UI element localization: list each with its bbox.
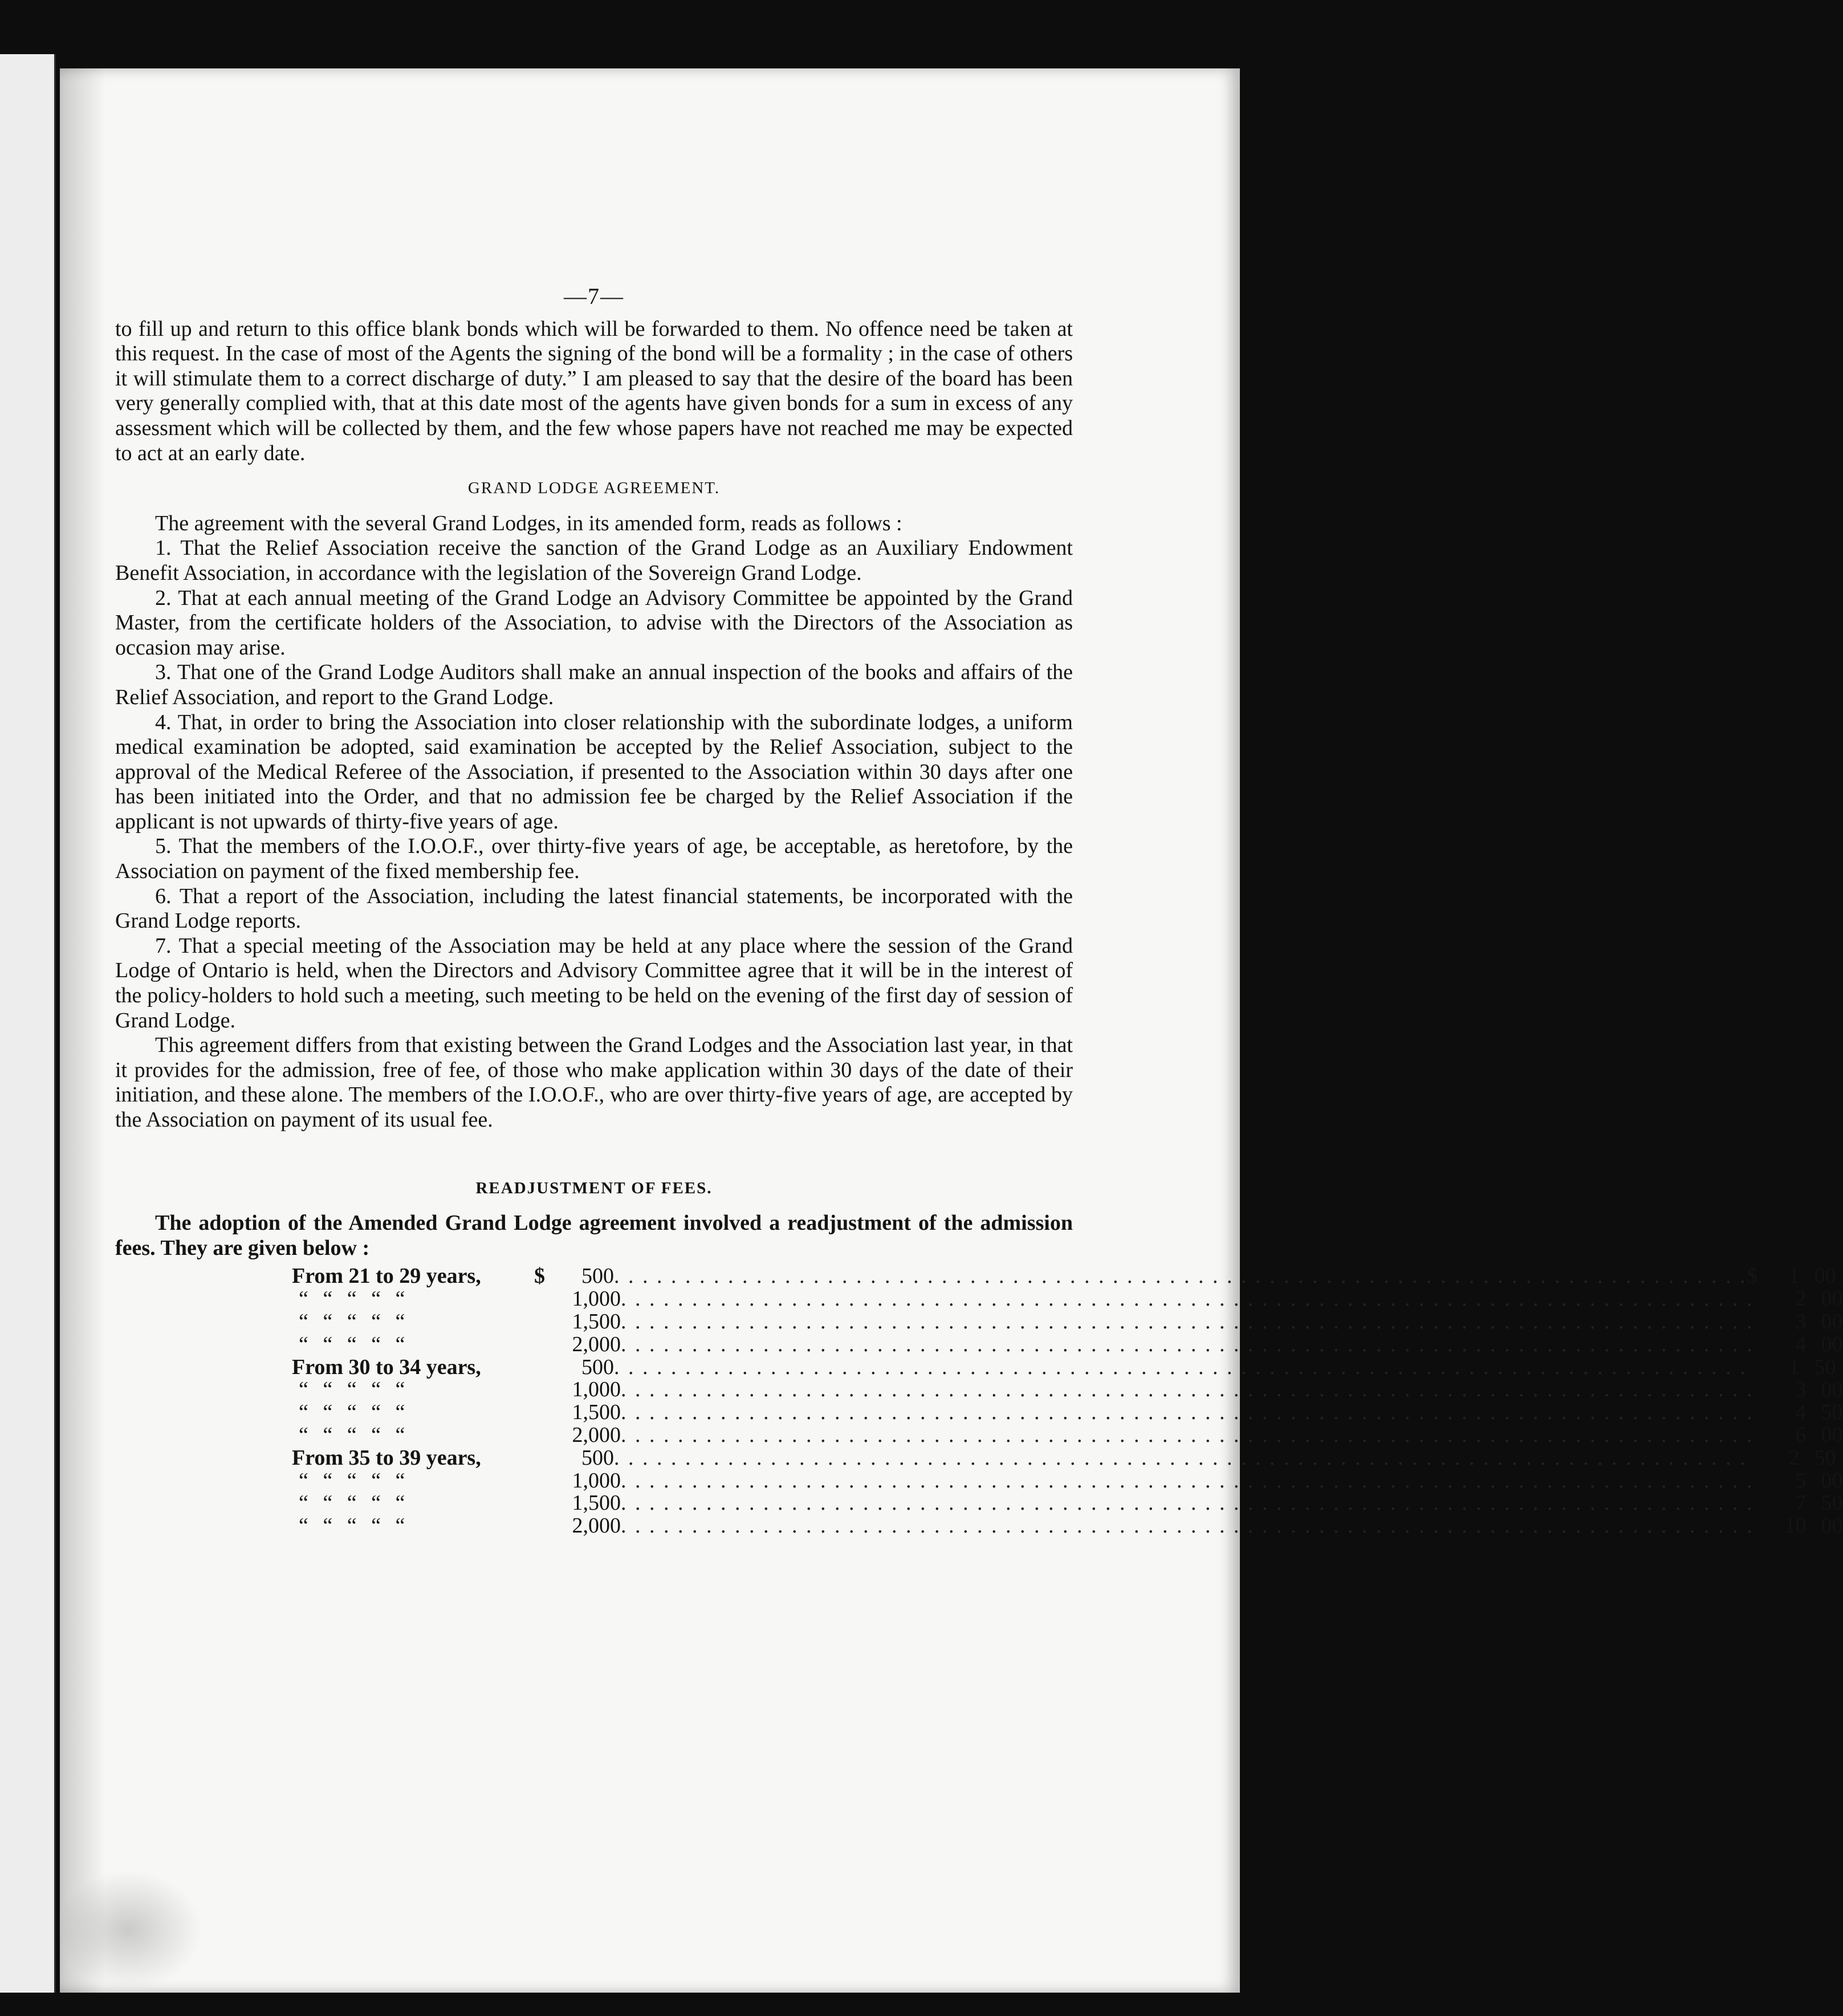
fee-dollars: 1: [1788, 1355, 1800, 1379]
section-heading-grand-lodge-agreement: GRAND LODGE AGREEMENT.: [467, 479, 721, 498]
fee-policy-amount: 500: [581, 1355, 614, 1379]
fee-age-label: From 21 to 29 years,: [292, 1264, 481, 1289]
fee-dollars: 4: [1795, 1400, 1807, 1425]
page-text: [115, 283, 1843, 1538]
fee-row: [292, 1445, 1836, 1470]
fee-row: [292, 1514, 1843, 1538]
fee-age-label: “ “ “ “ “: [299, 1422, 410, 1447]
fee-leader-dots: . . . . . . . . . . . . . . . . . . . . . . . . . . . . . . . . . . . . . . . . . . . . . . . . . . . . . . . . . . . . . . . . . . . . . . . . . . . . . . . .: [621, 1287, 1754, 1311]
fee-policy-amount: 2,000: [572, 1514, 621, 1538]
fee-dollars: 3: [1795, 1377, 1807, 1402]
fee-cents: 50: [1814, 1355, 1836, 1379]
fee-age-label: From 35 to 39 years,: [292, 1445, 481, 1470]
fee-dollars: 4: [1795, 1332, 1807, 1356]
agreement-closing: This agreement differs from that existing between the Grand Lodges and the Association last year, in that it provides for the admission, free of fee, of those who make application within 30 days of the date of their initiation, and these alone. The members of the I.O.O.F., who are over thirty-five years of age, are accepted by the Association on payment of its usual fee.: [115, 1033, 1073, 1132]
fee-cents: 00: [1814, 1264, 1836, 1289]
fee-age-label: “ “ “ “ “: [299, 1514, 410, 1538]
page-smudge: [54, 1870, 202, 1990]
fee-leader-dots: . . . . . . . . . . . . . . . . . . . . . . . . . . . . . . . . . . . . . . . . . . . . . . . . . . . . . . . . . . . . . . . . . . . . . . . . . . . . . . . .: [621, 1422, 1754, 1447]
fee-leader-dots: . . . . . . . . . . . . . . . . . . . . . . . . . . . . . . . . . . . . . . . . . . . . . . . . . . . . . . . . . . . . . . . . . . . . . . . . . . . . . . . .: [621, 1400, 1754, 1425]
fee-cents: 00: [1821, 1377, 1843, 1402]
section-heading-readjustment: READJUSTMENT OF FEES.: [475, 1178, 713, 1197]
fee-age-label: “ “ “ “ “: [299, 1332, 410, 1356]
fee-leader-dots: . . . . . . . . . . . . . . . . . . . . . . . . . . . . . . . . . . . . . . . . . . . . . . . . . . . . . . . . . . . . . . . . . . . . . . . . . . . . . . . .: [621, 1332, 1754, 1356]
fee-age-label: “ “ “ “ “: [299, 1287, 410, 1311]
fee-dollars: 10: [1784, 1514, 1807, 1538]
agreement-intro: The agreement with the several Grand Lodges, in its amended form, reads as follows :: [155, 511, 902, 535]
fee-policy-amount: 500: [581, 1264, 614, 1289]
fee-cents: 50: [1821, 1491, 1843, 1515]
fee-leader-dots: . . . . . . . . . . . . . . . . . . . . . . . . . . . . . . . . . . . . . . . . . . . . . . . . . . . . . . . . . . . . . . . . . . . . . . . . . . . . . . . .: [621, 1377, 1754, 1402]
fee-policy-amount: 500: [581, 1445, 614, 1470]
fee-row: [292, 1332, 1843, 1356]
fee-age-label: “ “ “ “ “: [299, 1400, 410, 1425]
fee-row: [292, 1377, 1843, 1402]
fee-row: [292, 1422, 1843, 1447]
fee-age-label: “ “ “ “ “: [299, 1377, 410, 1402]
fee-cents: 00: [1821, 1309, 1843, 1334]
fee-age-label: “ “ “ “ “: [299, 1468, 410, 1493]
fee-row: [292, 1468, 1843, 1493]
fee-policy-amount: 1,000: [572, 1287, 621, 1311]
fee-leader-dots: . . . . . . . . . . . . . . . . . . . . . . . . . . . . . . . . . . . . . . . . . . . . . . . . . . . . . . . . . . . . . . . . . . . . . . . . . . . . . . . .: [621, 1309, 1754, 1334]
fee-cents: 00: [1821, 1422, 1843, 1447]
fee-policy-amount: 1,500: [572, 1309, 621, 1334]
fee-dollars: 7: [1795, 1491, 1807, 1515]
fee-age-label: “ “ “ “ “: [299, 1491, 410, 1515]
fee-leader-dots: . . . . . . . . . . . . . . . . . . . . . . . . . . . . . . . . . . . . . . . . . . . . . . . . . . . . . . . . . . . . . . . . . . . . . . . . . . . . . . . .: [614, 1445, 1747, 1470]
fee-dollars: 6: [1795, 1422, 1807, 1447]
fee-row: [292, 1491, 1843, 1515]
agreement-item-6: 6. That a report of the Association, including the latest financial statements, be incorporated with the Grand Lodge reports.: [115, 884, 1073, 933]
fee-policy-amount: 1,500: [572, 1400, 621, 1425]
fee-dollars: 3: [1795, 1309, 1807, 1334]
fee-row: [292, 1400, 1843, 1425]
fee-cents: 00: [1821, 1332, 1843, 1356]
fee-policy-amount: 1,500: [572, 1491, 621, 1515]
readjustment-intro: The adoption of the Amended Grand Lodge agreement involved a readjustment of the admission fees. They are given below :: [115, 1211, 1073, 1260]
fee-dollars: 2: [1795, 1287, 1807, 1311]
agreement-item-3: 3. That one of the Grand Lodge Auditors shall make an annual inspection of the books and affairs of the Relief Association, and report to the Grand Lodge.: [115, 660, 1073, 709]
fee-policy-dollar-sign: $: [534, 1264, 545, 1289]
fee-row: [292, 1309, 1843, 1334]
fee-dollars: 2: [1788, 1445, 1800, 1470]
fee-cents: 50: [1821, 1400, 1843, 1425]
fee-age-label: From 30 to 34 years,: [292, 1355, 481, 1379]
fee-dollars: 1: [1788, 1264, 1800, 1289]
fee-policy-amount: 1,000: [572, 1377, 621, 1402]
fee-leader-dots: . . . . . . . . . . . . . . . . . . . . . . . . . . . . . . . . . . . . . . . . . . . . . . . . . . . . . . . . . . . . . . . . . . . . . . . . . . . . . . . .: [614, 1264, 1747, 1289]
continuation-paragraph: to fill up and return to this office blank bonds which will be forwarded to them. No offence need be taken at this request. In the case of most of the Agents the signing of the bond will be a formality ; in the case of others it will stimulate them to a correct discharge of duty.” I am pleased to say that the desire of the board has been very generally complied with, that at this date most of the agents have given bonds for a sum in excess of any assessment which will be collected by them, and the few whose papers have not reached me may be expected to act at an early date.: [115, 316, 1073, 465]
fee-row: [292, 1287, 1843, 1311]
facing-page-edge: [0, 54, 56, 1993]
agreement-item-7: 7. That a special meeting of the Association may be held at any place where the session of the Grand Lodge of Ontario is held, when the Directors and Advisory Committee agree that it will be in the interest of the policy-holders to hold such a meeting, such meeting to be held on the evening of the first day of session of Grand Lodge.: [115, 933, 1073, 1033]
fee-policy-amount: 1,000: [572, 1468, 621, 1493]
fee-cents: 00: [1821, 1287, 1843, 1311]
fee-leader-dots: . . . . . . . . . . . . . . . . . . . . . . . . . . . . . . . . . . . . . . . . . . . . . . . . . . . . . . . . . . . . . . . . . . . . . . . . . . . . . . . .: [614, 1355, 1747, 1379]
fee-dollar-sign: $: [1747, 1264, 1758, 1289]
fee-cents: 00: [1821, 1514, 1843, 1538]
agreement-item-2: 2. That at each annual meeting of the Grand Lodge an Advisory Committee be appointed by the Grand Master, from the certificate holders of the Association, to advise with the Directors of the Association as occasion may arise.: [115, 586, 1073, 660]
fee-row: [292, 1355, 1836, 1379]
fee-leader-dots: . . . . . . . . . . . . . . . . . . . . . . . . . . . . . . . . . . . . . . . . . . . . . . . . . . . . . . . . . . . . . . . . . . . . . . . . . . . . . . . .: [621, 1514, 1754, 1538]
fee-table: [292, 1264, 1843, 1538]
agreement-item-1: 1. That the Relief Association receive the sanction of the Grand Lodge as an Auxiliary Endowment Benefit Association, in accordance with the legislation of the Sovereign Grand Lodge.: [115, 536, 1073, 585]
fee-cents: 00: [1821, 1468, 1843, 1493]
fee-dollars: 5: [1795, 1468, 1807, 1493]
gutter-shadow: [60, 68, 105, 1993]
agreement-item-5: 5. That the members of the I.O.O.F., over thirty-five years of age, be acceptable, as heretofore, by the Association on payment of the fixed membership fee.: [115, 834, 1073, 884]
fee-leader-dots: . . . . . . . . . . . . . . . . . . . . . . . . . . . . . . . . . . . . . . . . . . . . . . . . . . . . . . . . . . . . . . . . . . . . . . . . . . . . . . . .: [621, 1468, 1754, 1493]
agreement-item-4: 4. That, in order to bring the Association into closer relationship with the subordinate lodges, a uniform medical examination be adopted, said examination be accepted by the Relief Association, subject to the approval of the Medical Referee of the Association, if presented to the Association within 30 days after one has been initiated into the Order, and that no admission fee be charged by the Relief Association if the applicant is not upwards of thirty-five years of age.: [115, 710, 1073, 834]
fee-policy-amount: 2,000: [572, 1332, 621, 1356]
page-number: —7—: [564, 283, 624, 309]
fee-age-label: “ “ “ “ “: [299, 1309, 410, 1334]
fee-row: [292, 1264, 1836, 1289]
fee-leader-dots: . . . . . . . . . . . . . . . . . . . . . . . . . . . . . . . . . . . . . . . . . . . . . . . . . . . . . . . . . . . . . . . . . . . . . . . . . . . . . . . .: [621, 1491, 1754, 1515]
fee-cents: 50: [1814, 1445, 1836, 1470]
fee-policy-amount: 2,000: [572, 1422, 621, 1447]
